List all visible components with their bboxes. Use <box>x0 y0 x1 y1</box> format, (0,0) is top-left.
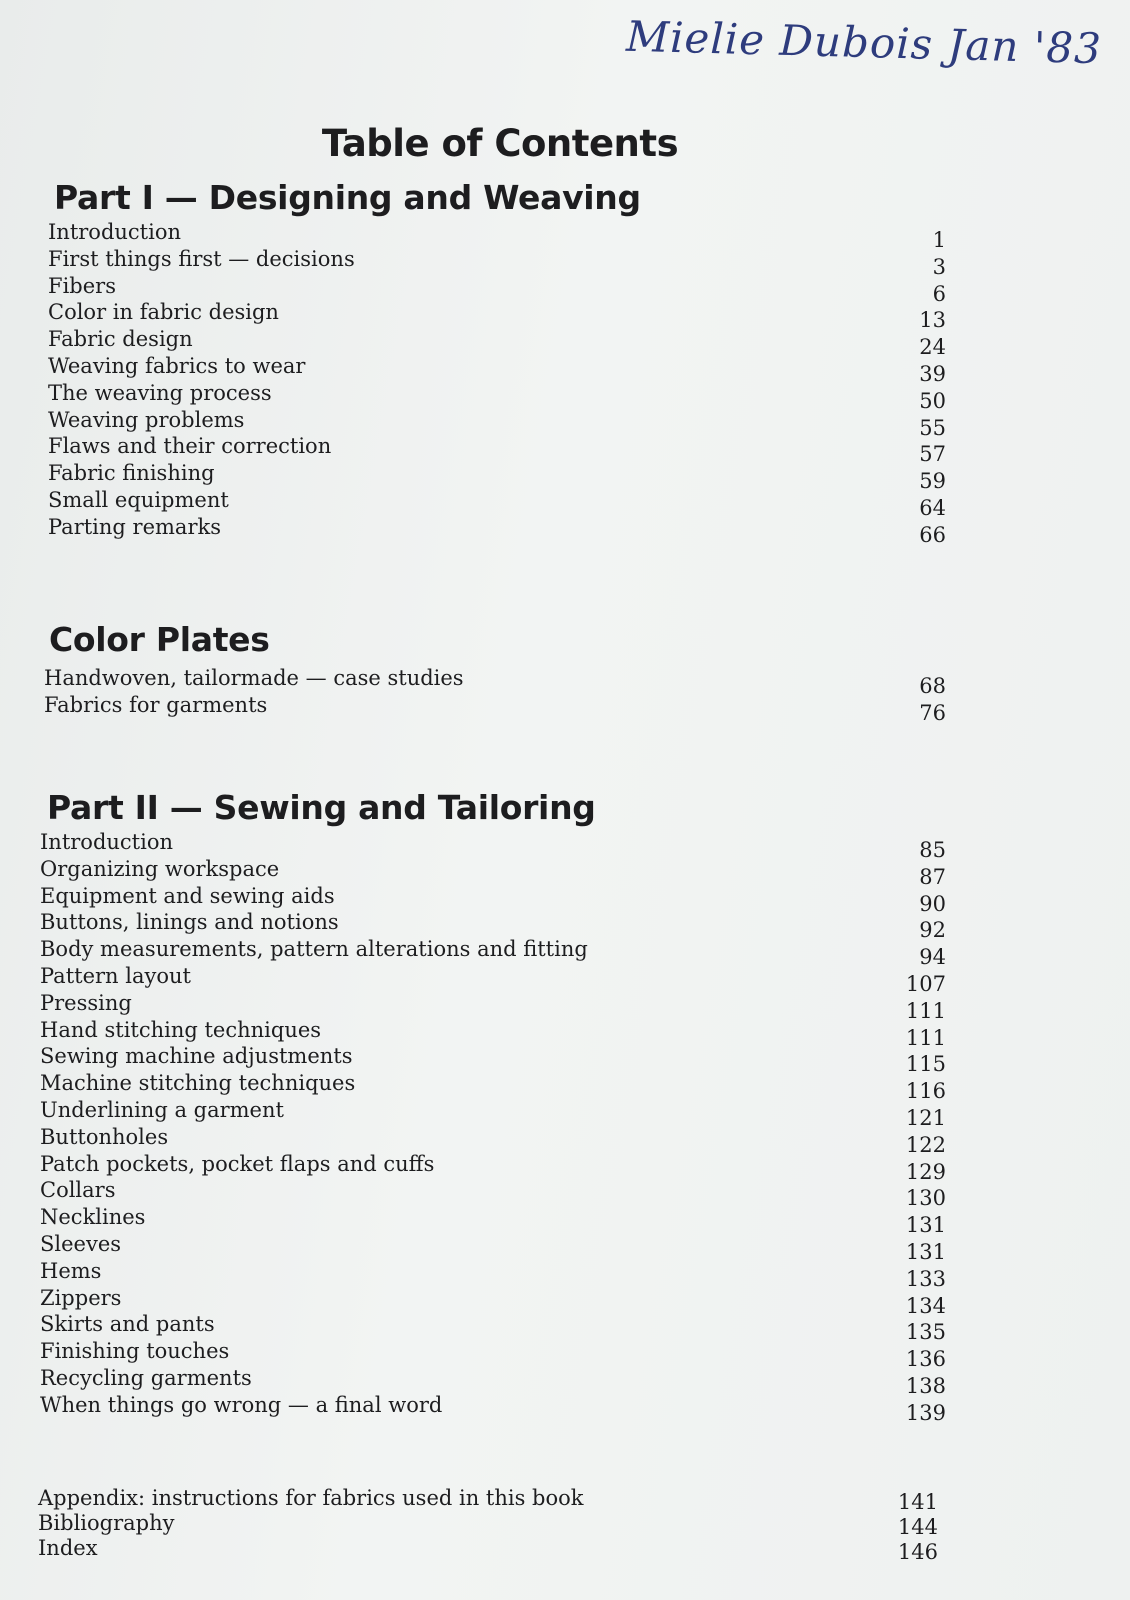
entry-title: Organizing workspace <box>40 856 280 881</box>
entry-page-number: 57 <box>919 442 946 467</box>
entry-page-number: 39 <box>919 361 946 386</box>
entry-title: Buttonholes <box>40 1124 169 1149</box>
entry-page-number: 121 <box>905 1105 946 1130</box>
entry-title: Pressing <box>40 990 132 1015</box>
entry-page-number: 107 <box>905 971 946 996</box>
entry-page-number: 144 <box>897 1515 938 1539</box>
entry-title: Skirts and pants <box>40 1312 215 1337</box>
toc-entry <box>40 856 946 889</box>
entry-title: Body measurements, pattern alterations and fitting <box>40 937 588 962</box>
toc-entry <box>48 326 946 360</box>
entry-list <box>48 219 946 547</box>
entry-page-number: 6 <box>932 281 946 306</box>
entry-title: Necklines <box>40 1205 146 1230</box>
toc-entry <box>48 380 946 413</box>
entry-page-number: 59 <box>919 469 946 494</box>
entry-title: Color in fabric design <box>48 300 279 325</box>
entry-page-number: 131 <box>905 1213 946 1238</box>
entry-page-number: 135 <box>905 1320 946 1345</box>
entry-title: Fabric design <box>48 327 193 352</box>
toc-entry <box>48 487 946 520</box>
entry-page-number: 76 <box>919 700 946 725</box>
entry-title: Underlining a garment <box>40 1097 284 1122</box>
entry-page-number: 90 <box>919 891 946 916</box>
entry-title: Fabrics for garments <box>44 692 268 717</box>
entry-list <box>40 829 946 1425</box>
toc-entry <box>44 665 946 698</box>
entry-page-number: 115 <box>905 1052 946 1077</box>
entry-title: Flaws and their correction <box>48 434 332 459</box>
entry-title: Hand stitching techniques <box>40 1017 322 1042</box>
toc-entry <box>48 407 946 440</box>
entry-page-number: 55 <box>919 415 946 440</box>
toc-entry <box>48 353 946 386</box>
section-color-plates <box>44 620 946 725</box>
toc-entry <box>40 1043 946 1077</box>
entry-title: Parting remarks <box>48 514 221 539</box>
entry-page-number: 139 <box>905 1400 946 1425</box>
toc-entry <box>48 219 946 252</box>
toc-entry <box>40 883 946 916</box>
entry-page-number: 111 <box>905 1025 946 1050</box>
entry-title: Patch pockets, pocket flaps and cuffs <box>40 1151 435 1176</box>
entry-title: The weaving process <box>48 380 272 405</box>
section-heading-part-1: Part I — Designing and Weaving <box>54 178 641 217</box>
entry-page-number: 146 <box>897 1540 938 1564</box>
page-title: Table of Contents <box>321 122 679 165</box>
toc-entry <box>48 460 946 494</box>
entry-page-number: 133 <box>905 1266 946 1291</box>
toc-entry <box>48 299 946 333</box>
entry-page-number: 85 <box>919 838 946 862</box>
toc-entry <box>40 1017 946 1050</box>
entry-title: Appendix: instructions for fabrics used in this book <box>38 1486 584 1510</box>
entry-title: Weaving problems <box>48 407 245 432</box>
entry-title: Pattern layout <box>40 963 191 988</box>
entry-page-number: 66 <box>919 522 946 547</box>
entry-title: Small equipment <box>48 487 229 512</box>
entry-title: Index <box>38 1536 98 1560</box>
entry-title: Fabric finishing <box>48 461 215 486</box>
entry-page-number: 3 <box>932 254 946 279</box>
toc-entry <box>48 273 946 306</box>
toc-entry <box>40 1285 946 1318</box>
toc-entry <box>40 1070 946 1104</box>
entry-list <box>44 665 946 725</box>
section-heading-color-plates: Color Plates <box>49 620 270 659</box>
entry-page-number: 122 <box>905 1132 946 1157</box>
entry-title: First things first — decisions <box>48 246 355 271</box>
entry-page-number: 92 <box>919 918 946 943</box>
entry-title: Zippers <box>40 1285 122 1310</box>
entry-title: Bibliography <box>38 1511 175 1535</box>
toc-entry <box>40 909 946 943</box>
entry-list <box>38 1486 938 1564</box>
toc-entry <box>40 936 946 970</box>
entry-title: Equipment and sewing aids <box>40 883 335 908</box>
toc-entry <box>40 1124 946 1157</box>
entry-page-number: 1 <box>932 228 946 252</box>
entry-page-number: 129 <box>905 1159 946 1184</box>
entry-page-number: 116 <box>905 1079 946 1104</box>
entry-page-number: 50 <box>919 388 946 413</box>
entry-title: Handwoven, tailormade — case studies <box>44 666 464 690</box>
entry-title: Fibers <box>48 273 116 298</box>
entry-title: Buttons, linings and notions <box>40 910 339 935</box>
entry-title: Sewing machine adjustments <box>40 1044 353 1069</box>
toc-entry <box>48 433 946 467</box>
toc-entry <box>48 514 946 547</box>
toc-entry <box>40 1258 946 1291</box>
entry-page-number: 87 <box>919 864 946 889</box>
section-back-matter <box>38 1486 938 1564</box>
entry-page-number: 130 <box>905 1186 946 1211</box>
toc-entry <box>40 1151 946 1184</box>
toc-entry <box>40 963 946 996</box>
entry-title: Finishing touches <box>40 1339 230 1364</box>
entry-title: Sleeves <box>40 1231 122 1256</box>
entry-title: Recycling garments <box>40 1365 252 1390</box>
toc-entry <box>48 246 946 279</box>
toc-entry <box>40 1097 946 1130</box>
toc-entry <box>40 1177 946 1211</box>
entry-page-number: 13 <box>919 308 946 333</box>
toc-entry <box>40 1338 946 1372</box>
entry-page-number: 134 <box>905 1293 946 1318</box>
entry-page-number: 138 <box>905 1373 946 1398</box>
entry-page-number: 64 <box>919 495 946 520</box>
toc-entry <box>40 990 946 1023</box>
entry-title: Machine stitching techniques <box>40 1071 356 1096</box>
entry-page-number: 131 <box>905 1239 946 1264</box>
toc-entry <box>38 1536 938 1564</box>
entry-page-number: 111 <box>905 998 946 1023</box>
toc-entry <box>40 829 946 862</box>
entry-title: Collars <box>40 1178 116 1203</box>
toc-entry <box>38 1511 938 1539</box>
entry-title: Introduction <box>48 220 181 244</box>
toc-entry <box>38 1486 938 1514</box>
section-heading-part-2: Part II — Sewing and Tailoring <box>47 788 596 827</box>
toc-entry <box>40 1311 946 1345</box>
entry-page-number: 24 <box>919 335 946 360</box>
entry-page-number: 68 <box>919 674 946 698</box>
toc-entry <box>40 1204 946 1238</box>
handwritten-signature: Mielie Dubois Jan '83 <box>625 11 1103 74</box>
toc-entry <box>44 692 946 725</box>
section-part-2 <box>40 788 946 1425</box>
entry-title: Hems <box>40 1258 102 1283</box>
entry-page-number: 94 <box>919 945 946 970</box>
entry-title: Introduction <box>40 830 173 854</box>
entry-page-number: 141 <box>897 1490 938 1514</box>
entry-title: When things go wrong — a final word <box>40 1392 443 1417</box>
toc-entry <box>40 1365 946 1398</box>
toc-entry <box>40 1392 946 1425</box>
section-part-1 <box>48 178 946 547</box>
entry-title: Weaving fabrics to wear <box>48 353 306 378</box>
toc-entry <box>40 1231 946 1264</box>
entry-page-number: 136 <box>905 1347 946 1372</box>
